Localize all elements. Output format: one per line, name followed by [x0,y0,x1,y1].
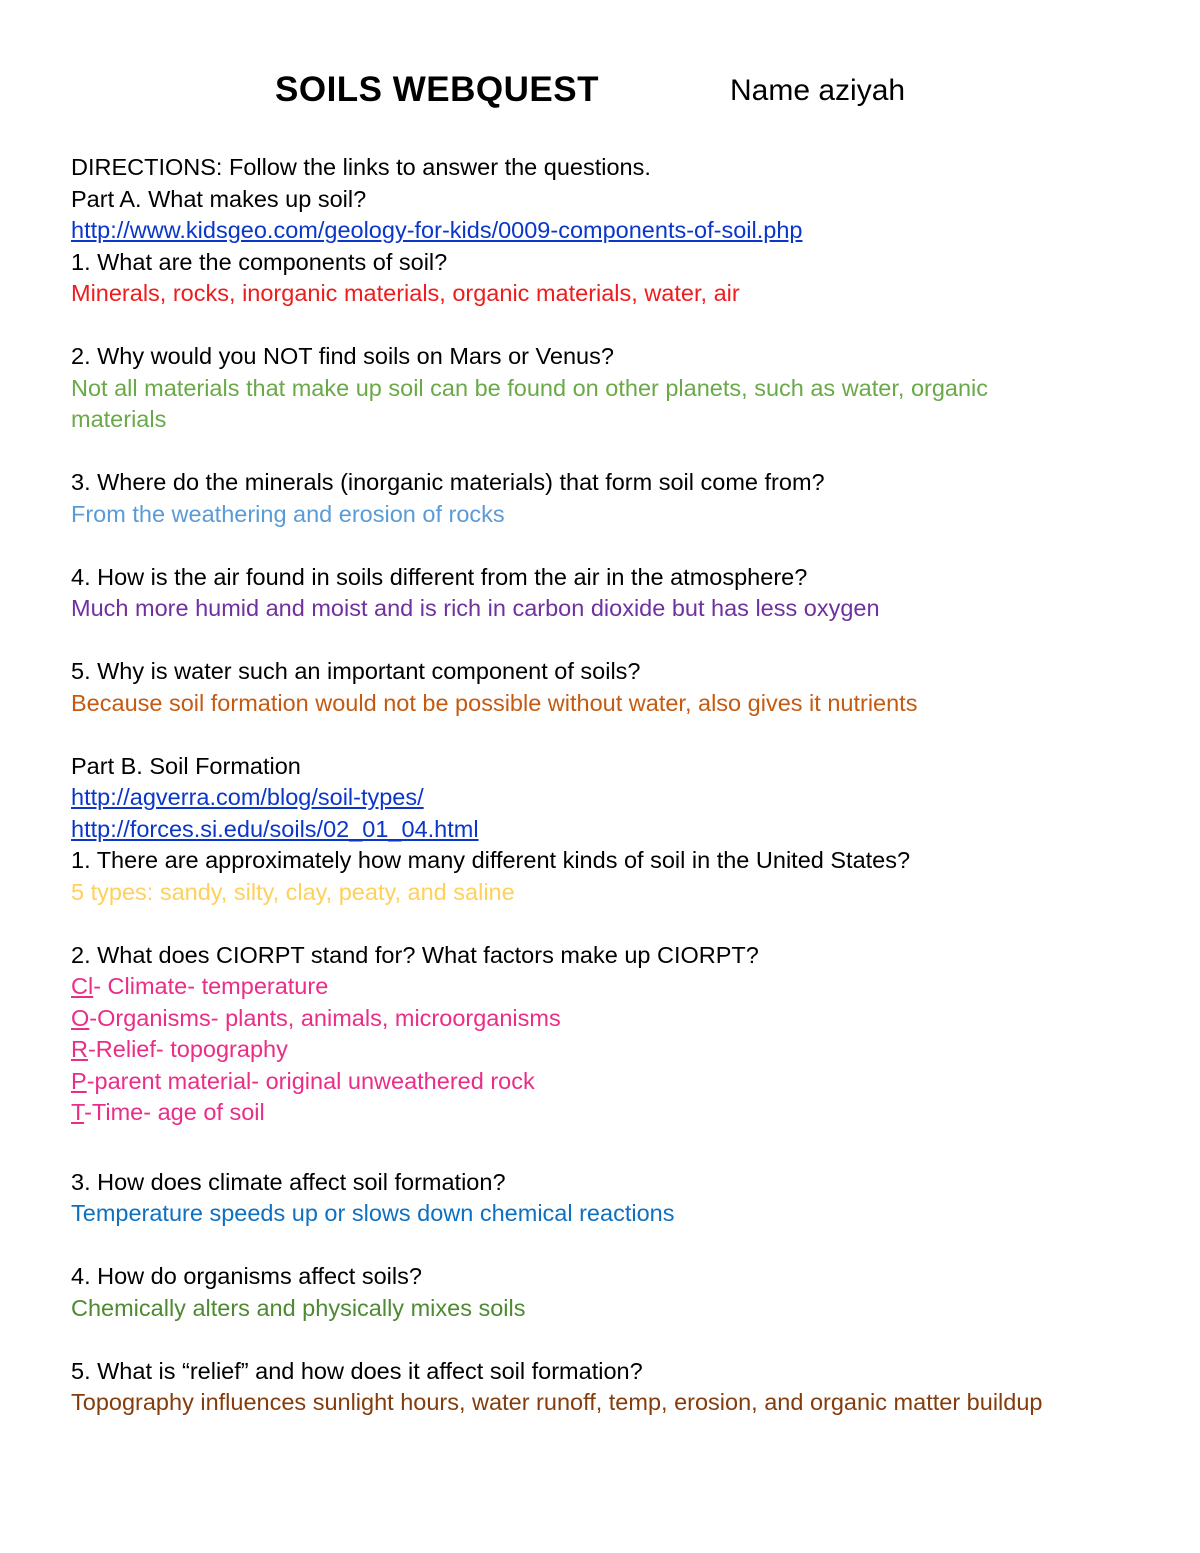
part-b-link-2[interactable]: http://forces.si.edu/soils/02_01_04.html [71,815,479,842]
part-a-answer-3: From the weathering and erosion of rocks [71,500,505,527]
part-b-question-3: 3. How does climate affect soil formation? [71,1168,506,1195]
part-b-link-1[interactable]: http://agverra.com/blog/soil-types/ [71,784,424,810]
name-value: aziyah [818,74,906,107]
part-a-answer-1: Minerals, rocks, inorganic materials, organic materials, water, air [71,280,740,306]
part-a-question-3: 3. Where do the minerals (inorganic materials) that form soil come from? [71,469,825,495]
part-a-question-4: 4. How is the air found in soils different from the air in the atmosphere? [71,563,808,590]
part-b-answer-3: Temperature speeds up or slows down chemical reactions [71,1200,675,1226]
ciorpt-letter: P [71,1067,87,1094]
part-b-link-row-1 [71,782,1151,814]
part-b-link-row-2 [71,814,1151,846]
part-a-question-1: 1. What are the components of soil? [71,248,448,275]
part-a-answer-5: Because soil formation would not be possible without water, also gives it nutrients [71,689,918,716]
ciorpt-text: -Relief- topography [87,1036,288,1062]
name-label: Name [730,74,811,107]
part-a-answer-4: Much more humid and moist and is rich in carbon dioxide but has less oxygen [71,595,880,621]
part-a-link-row [71,215,1151,247]
part-b-question-4: 4. How do organisms affect soils? [71,1263,422,1289]
part-b-answer-1: 5 types: sandy, silty, clay, peaty, and saline [71,878,515,905]
ciorpt-item [71,1003,1151,1035]
directions: DIRECTIONS: Follow the links to answer the questions. [71,154,651,180]
part-a-heading: Part A. What makes up soil? [71,185,367,212]
page-title: SOILS WEBQUEST [275,70,599,109]
part-b-question-1: 1. There are approximately how many different kinds of soil in the United States? [71,847,911,873]
ciorpt-letter: Cl [71,973,94,999]
ciorpt-text: -Time- age of soil [84,1099,265,1125]
ciorpt-item [71,1066,1151,1098]
student-name [730,74,905,108]
ciorpt-letter: T [71,1099,85,1125]
ciorpt-item [71,971,1151,1003]
part-a-link[interactable]: http://www.kidsgeo.com/geology-for-kids/0009-components-of-soil.php [71,217,803,243]
part-a-question-2: 2. Why would you NOT find soils on Mars or Venus? [71,343,614,369]
ciorpt-item [71,1097,1151,1129]
ciorpt-letter: R [71,1036,88,1062]
part-a-question-5: 5. Why is water such an important component of soils? [71,658,641,684]
ciorpt-text: - Climate- temperature [93,973,329,999]
part-b-answer-4: Chemically alters and physically mixes soils [71,1294,526,1321]
worksheet-body [71,152,1151,1419]
part-b-question-5: 5. What is “relief” and how does it affect soil formation? [71,1357,643,1384]
part-b-heading: Part B. Soil Formation [71,752,301,779]
part-b-question-2: 2. What does CIORPT stand for? What factors make up CIORPT? [71,941,759,968]
ciorpt-text: -parent material- original unweathered rock [86,1067,535,1094]
worksheet-header [0,70,1200,120]
part-a-answer-2: Not all materials that make up soil can be found on other planets, such as water, organic materials [71,374,989,432]
ciorpt-letter: O [71,1004,90,1031]
ciorpt-item [71,1034,1151,1066]
ciorpt-text: -Organisms- plants, animals, microorganisms [89,1004,561,1031]
part-b-answer-5: Topography influences sunlight hours, water runoff, temp, erosion, and organic matter buildup [71,1389,1043,1415]
